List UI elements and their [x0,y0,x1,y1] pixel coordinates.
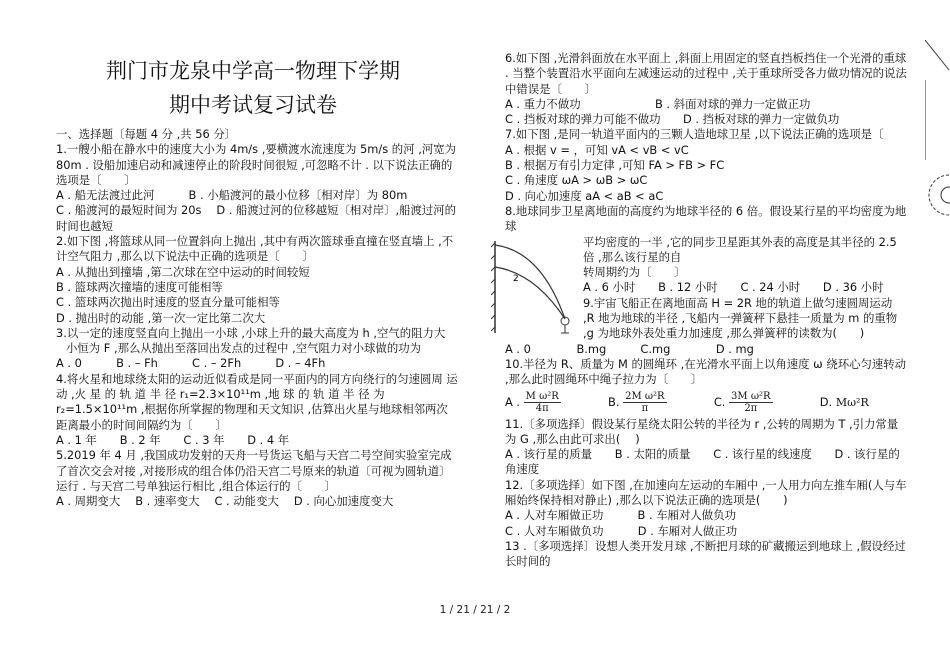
question-5: 5.2019 年 4 月 ,我国成功发射的天舟一号货运飞船与天宫二号空间实验室完成了首次交会对接 ,对接形成的组合体仍沿天宫二号原来的轨道〔可视为圆轨道〕运行 . 与天宫二号单独运行相比 ,组合体运行的〔 〕 [56,448,452,493]
q10-option-d-value: Mω²R [835,395,869,409]
question-4: 4.将火星和地球绕太阳的运动近似看成是同一平面内的同方向绕行的匀速圆周 运 动 ,火 星 的 轨 道 半 径 r₁=2.3×10¹¹m ,地 球 的 轨 道 半 径 为 r₂=1.5×10¹¹m ,根据你所掌握的物理和天文知识 ,估算出火星与地球相邻两次距离最小的时间间隔约为〔 〕 [56,371,458,432]
question-8: 8.地球同步卫星离地面的高度约为地球半径的 6 倍。假设某行星的平均密度为地球 [505,203,907,234]
question-2-option-c: C . 篮球两次抛出时速度的竖直分量可能相等 [56,295,280,310]
question-12: 12.〔多项选择〕如下图 ,在加速向左运动的车厢中 ,一人用力向左推车厢(人与车厢始终保持相对静止) ,那么以下说法正确的选项是( ) [505,477,907,508]
question-7-option-a: A . 根据 v = ，可知 vA < vB < vC [505,142,689,157]
q10-option-c-fraction: $\frac{\text{3M ω²R}}{2\pi}$ [731,390,771,414]
question-2-option-a: A . 从抛出到撞墙 ,第二次球在空中运动的时间较短 [56,264,310,279]
question-10-options [497,391,907,414]
question-9-options: A . 0 B.mg C.mg D . mg [505,341,754,356]
question-1-options-ab: A . 船无法渡过此河 B . 小船渡河的最小位移〔相对岸〕为 80m [56,188,408,203]
question-3-options: A . 0 B . – Fh C . – 2Fh D . – 4Fh [56,356,326,371]
section-heading: 一、选择题〔每题 4 分 ,共 56 分〕 [56,127,237,141]
question-1-options-cd: C . 船渡河的最短时间为 20s D . 船渡过河的位移越短〔相对岸〕,船渡过河的时间也越短 [56,203,457,233]
question-6-option-b: B . 斜面对球的弹力一定做正功 [655,96,811,111]
question-2-option-d: D . 抛出时的动能 ,第一次一定比第二次大 [56,310,266,325]
question-4-options: A . 1 年 B . 2 年 C . 3 年 D . 4 年 [56,432,290,447]
question-7-option-d: D . 向心加速度 aA < aB < aC [505,188,664,203]
figure-label-2: 2 [513,273,519,284]
trajectory-figure [491,237,577,337]
question-5-options: A . 周期变大 B . 速率变大 C . 动能变大 D . 向心加速度变大 [56,494,394,509]
satellite-orbit-figure [925,40,950,240]
question-6-option-d: D . 挡板对球的弹力一定做负功 [683,112,840,127]
question-9: 9.宇宙飞船正在离地面高 H = 2R 地的轨道上做匀速圆周运动 ,R 地为地球的半径 ,飞船内一弹簧秤下悬挂一质量为 m 的重物 ,g 为地球外表处重力加速度 ,那么弹簧秤的读数为( ) [583,295,898,341]
question-1: 1.一艘小船在静水中的速度大小为 4m/s ,要横渡水流速度为 5m/s 的河 ,河宽为 80m . 设船加速启动和减速停止的阶段时间很短 ,可忽略不计 . 以下说法正确的选项是〔 〕 [56,142,456,187]
q10-option-b-label: B. [608,394,620,409]
left-column [48,0,458,509]
q10-option-a-fraction: $\frac{\text{M ω²R}}{4\pi}$ [525,390,559,414]
question-8-cont: 平均密度的一半 ,它的同步卫星距其外表的高度是其半径的 2.5 倍 ,那么该行星的自 [583,234,897,264]
page-title-line1: 荆门市龙泉中学高一物理下学期 [106,59,400,83]
question-12-options-cd: C . 人对车厢做负功 D . 车厢对人做正功 [505,523,738,538]
question-6-option-c: C . 挡板对球的弹力可能不做功 [505,112,661,127]
question-6-option-a: A . 重力不做功 [505,96,581,111]
question-2-option-b: B . 篮球两次撞墙的速度可能相等 [56,279,223,294]
question-6: 6.如下图 ,光滑斜面放在水平面上 ,斜面上用固定的竖直挡板挡住一个光滑的重球 . 当整个装置沿水平面向左减速运动的过程中 ,关于重球所受各力做功情况的说法中错误是〔 〕 [505,51,907,96]
question-6-options-cd [497,112,907,127]
question-13: 13 .〔多项选择〕设想人类开发月球 ,不断把月球的矿藏搬运到地球上 ,假设经过长时间的 [505,538,906,569]
question-10: 10.半径为 R、质量为 M 的圆绳环 ,在光滑水平面上以角速度 ω 绕环心匀速转动 ,那么此时圆绳环中绳子拉力为〔 〕 [505,356,907,387]
page-title-line2: 期中考试复习试卷 [169,93,337,117]
question-6-options-ab [497,97,907,112]
question-8-options: A . 6 小时 B . 12 小时 C . 24 小时 D . 36 小时 [583,280,884,295]
page-footer: 1 / 21 / 21 / 2 [439,604,511,616]
question-7: 7.如下图 ,是同一轨道平面内的三颗人造地球卫星 ,以下说法正确的选项是〔 [505,127,884,142]
question-2: 2.如下图 ,将篮球从同一位置斜向上抛出 ,其中有两次篮球垂直撞在竖直墙上 ,不计空气阻力 ,那么以下说法中正确的选项是〔 〕 [56,234,454,264]
figure-and-question-9-block [497,235,907,342]
q10-option-c-label: C. [713,394,726,409]
question-8-cont2: 转周期约为〔 〕 [583,265,686,280]
question-3: 3.以一定的速度竖直向上抛出一小球 ,小球上升的最大高度为 h ,空气的阻力大 [56,325,446,340]
question-3-cont: 小恒为 F ,那么从抛出至落回出发点的过程中 ,空气阻力对小球做的功为 [66,341,421,356]
question-7-option-b: B . 根据万有引力定律 ,可知 FA > FB > FC [505,158,725,173]
question-11-options: A . 该行星的质量 B . 太阳的质量 C . 该行星的线速度 D . 该行星的角速度 [505,447,900,477]
question-7-option-c: C . 角速度 ωA > ωB > ωC [505,173,648,188]
q10-option-b-fraction: $\frac{\text{2M ω²R}}{\pi}$ [625,390,665,414]
question-12-options-ab: A . 人对车厢做正功 B . 车厢对人做负功 [505,508,736,523]
question-11: 11.〔多项选择〕假设某行星绕太阳公转的半径为 r ,公转的周期为 T ,引力常量为 G ,那么由此可求出( ) [505,416,899,446]
right-column [497,51,907,570]
q10-option-a-label: A . [505,394,521,409]
q10-option-d-label: D. [819,394,833,409]
